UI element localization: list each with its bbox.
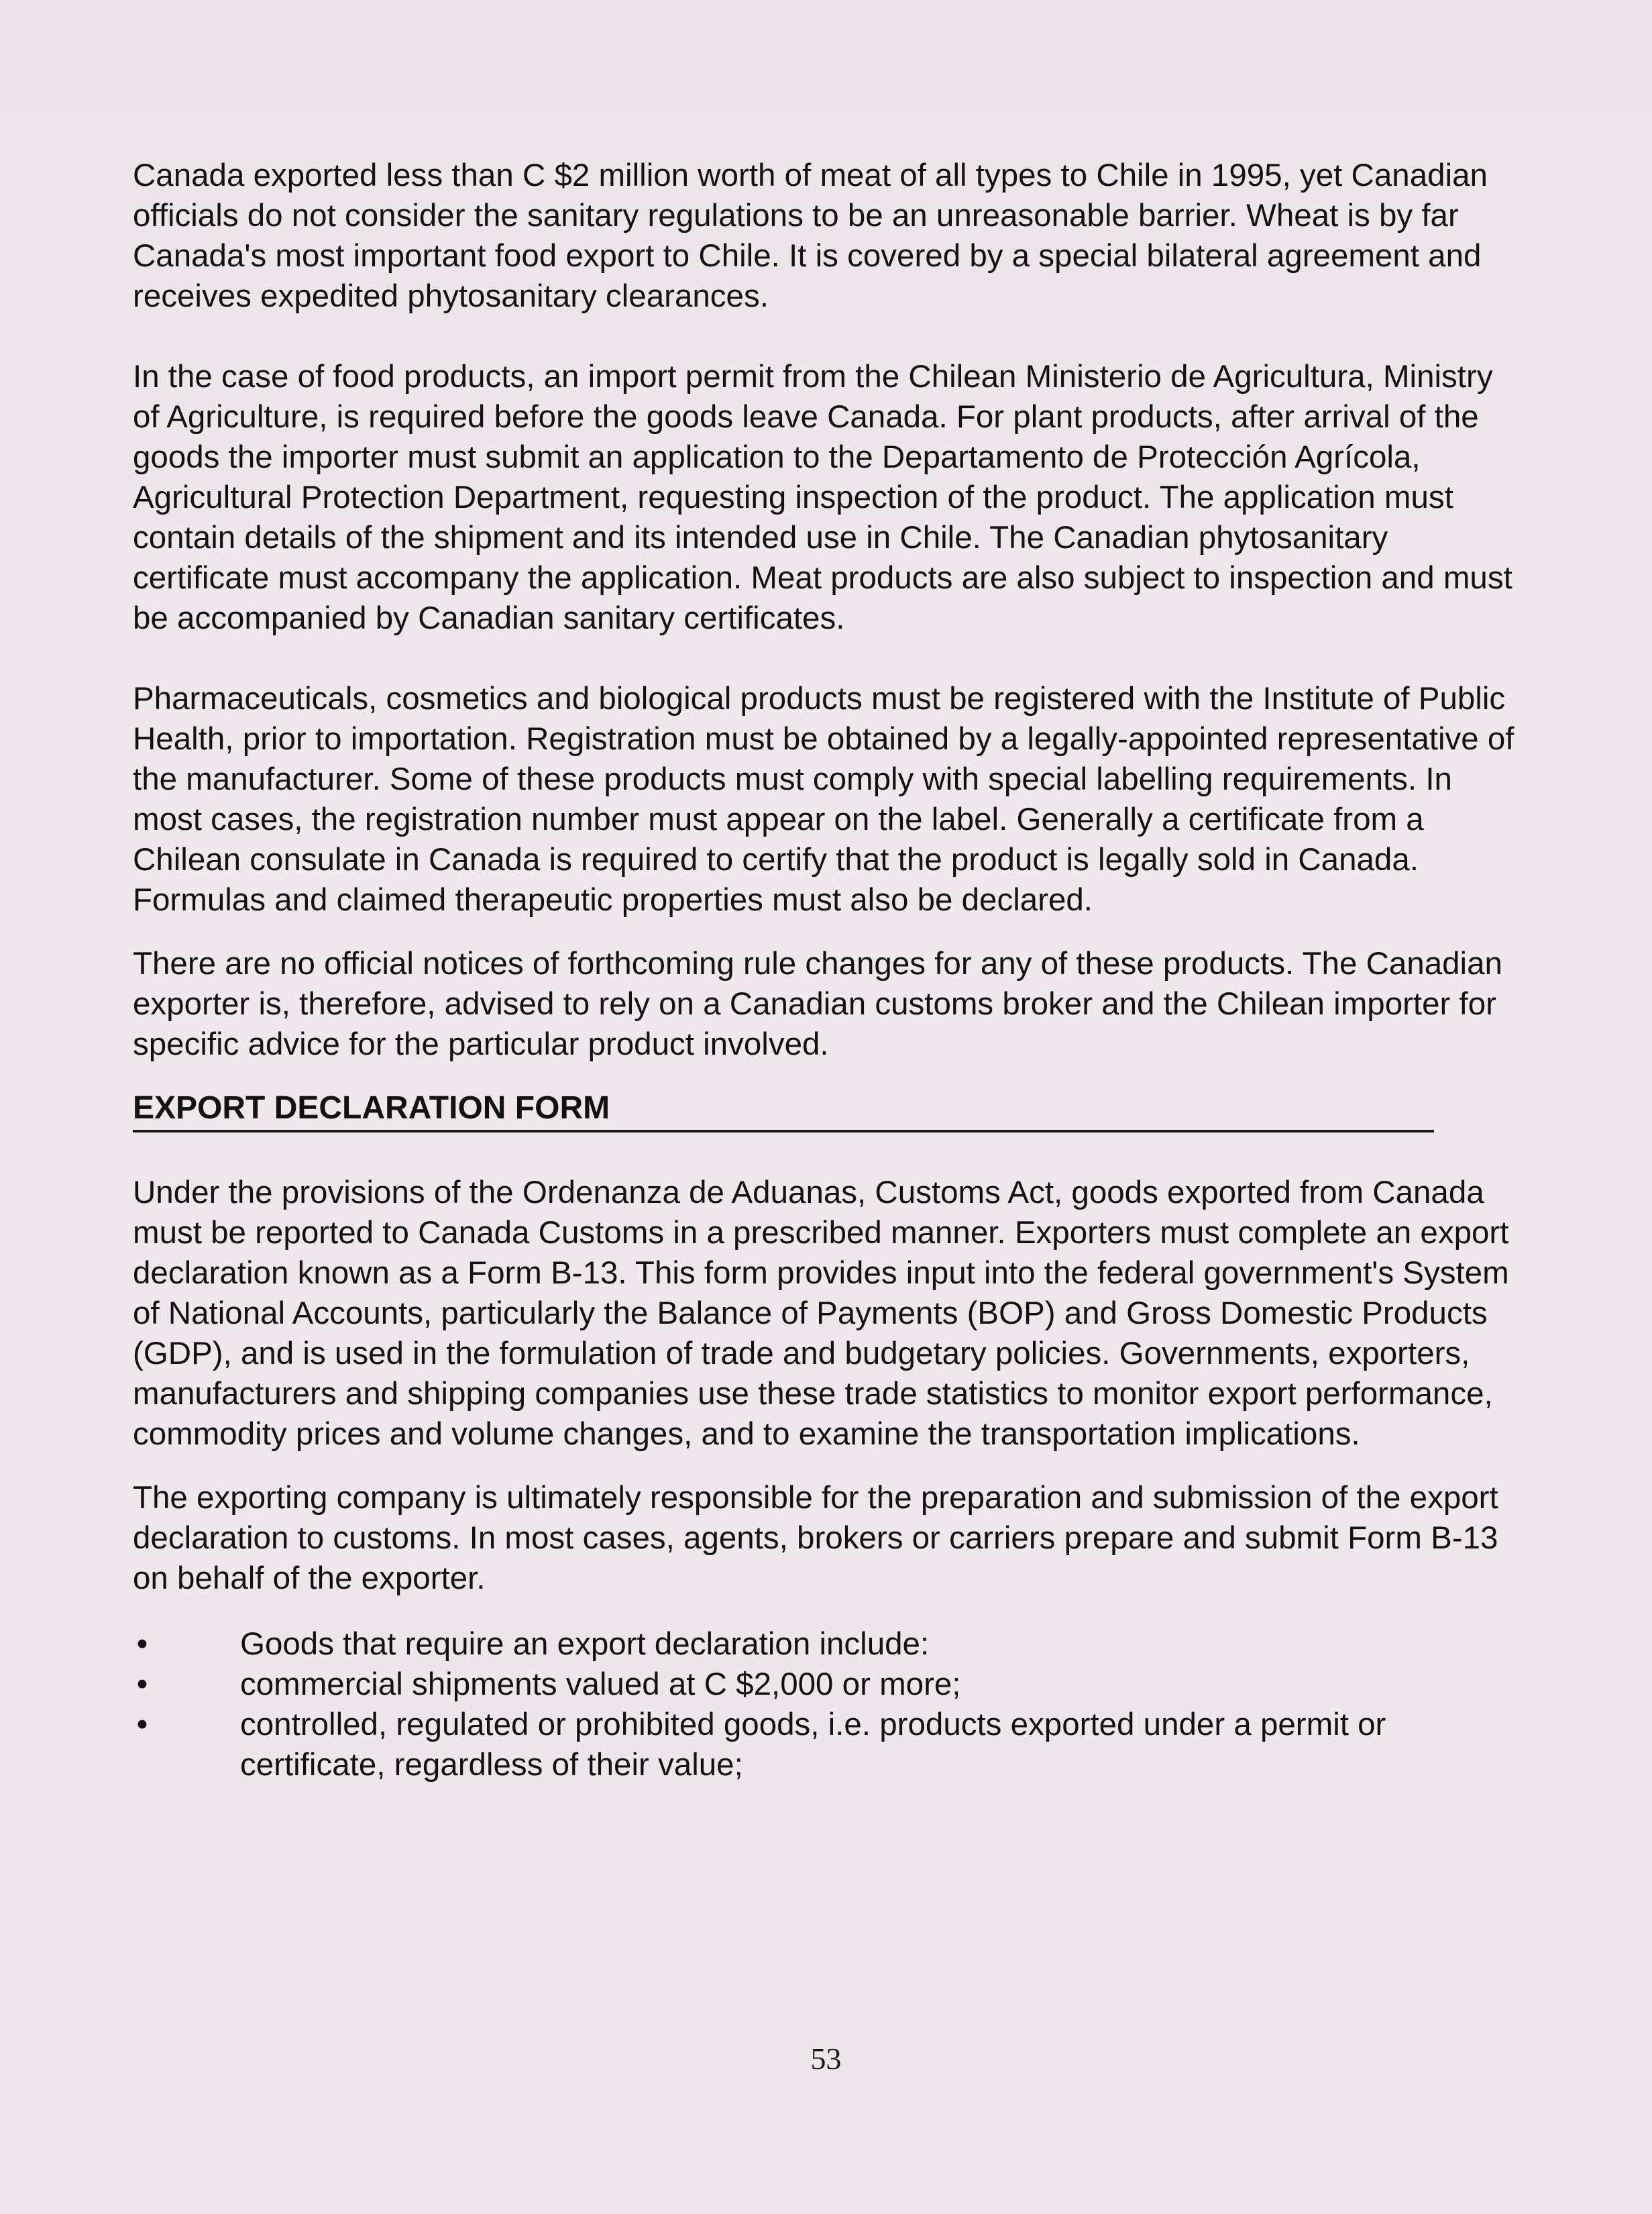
bullet-list-export-declaration-goods (133, 1624, 1515, 1785)
page-body (133, 156, 1515, 1785)
paragraph-rule-changes: There are no official notices of forthcoming rule changes for any of these products. The Canadian exporter is, therefore, advised to rely on a Canadian customs broker and the Chilean importer for specific advice for the particular product involved. (133, 946, 1502, 1062)
paragraph-pharmaceutical-registration: Pharmaceuticals, cosmetics and biological products must be registered with the Institute of Public Health, prior to importation. Registration must be obtained by a legally-appointed representative of the manufacturer. Some of these products must comply with special labelling requirements. In most cases, the registration number must appear on the label. Generally a certificate from a Chilean consulate in Canada is required to certify that the product is legally sold in Canada. Formulas and claimed therapeutic properties must also be declared. (133, 681, 1515, 918)
list-item-text: commercial shipments valued at C $2,000 or more; (240, 1667, 961, 1702)
list-item (133, 1624, 1515, 1665)
paragraph-food-import-permits: In the case of food products, an import permit from the Chilean Ministerio de Agricultura, Ministry of Agriculture, is required before the goods leave Canada. For plant products, after arrival of the goods the importer must submit an application to the Departamento de Protección Agrícola, Agricultural Protection Department, requesting inspection of the product. The application must contain details of the shipment and its intended use in Chile. The Canadian phytosanitary certificate must accompany the application. Meat products are also subject to inspection and must be accompanied by Canadian sanitary certificates. (133, 359, 1512, 636)
paragraph-customs-act: Under the provisions of the Ordenanza de Aduanas, Customs Act, goods exported from Canada must be reported to Canada Customs in a prescribed manner. Exporters must complete an export declaration known as a Form B-13. This form provides input into the federal government's System of National Accounts, particularly the Balance of Payments (BOP) and Gross Domestic Products (GDP), and is used in the formulation of trade and budgetary policies. Governments, exporters, manufacturers and shipping companies use these trade statistics to monitor export performance, commodity prices and volume changes, and to examine the transportation implications. (133, 1175, 1509, 1452)
bullet-icon: • (136, 1707, 148, 1742)
list-item-text: controlled, regulated or prohibited goods, i.e. products exported under a permit or certificate, regardless of their value; (240, 1707, 1386, 1783)
paragraph-exporter-responsibility: The exporting company is ultimately responsible for the preparation and submission of the export declaration to customs. In most cases, agents, brokers or carriers prepare and submit Form B-13 on behalf of the exporter. (133, 1480, 1498, 1596)
list-item-text: Goods that require an export declaration include: (240, 1626, 930, 1662)
bullet-icon: • (136, 1626, 148, 1662)
bullet-icon: • (136, 1667, 148, 1702)
paragraph-meat-wheat-exports: Canada exported less than C $2 million worth of meat of all types to Chile in 1995, yet Canadian officials do not consider the sanitary regulations to be an unreasonable barrier. Wheat is by far Canada's most important food export to Chile. It is covered by a special bilateral agreement and receives expedited phytosanitary clearances. (133, 158, 1488, 314)
page-number: 53 (810, 2042, 842, 2076)
section-heading-export-declaration: EXPORT DECLARATION FORM (133, 1088, 1434, 1132)
list-item (133, 1665, 1515, 1705)
list-item (133, 1705, 1515, 1785)
